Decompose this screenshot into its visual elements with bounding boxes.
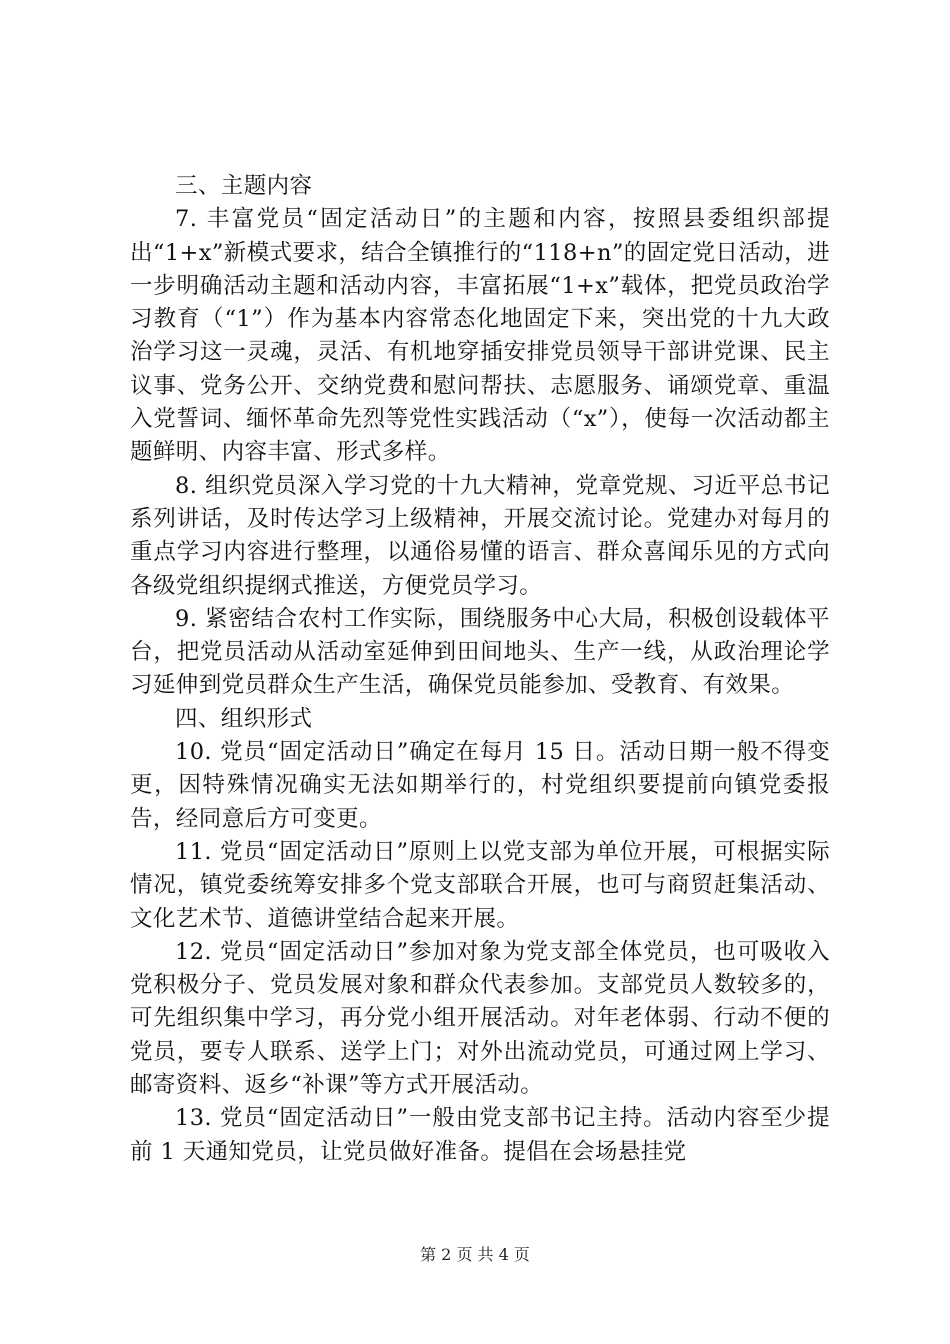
section-heading-4: 四、组织形式 <box>175 705 313 732</box>
document-body <box>130 170 830 1169</box>
paragraph-8: 8. 组织党员深入学习党的十九大精神，党章党规、习近平总书记系列讲话，及时传达学习上级精神，开展交流讨论。党建办对每月的重点学习内容进行整理，以通俗易懂的语言、群众喜闻乐见的方式向各级党组织提纲式推送，方便党员学习。 <box>130 472 830 599</box>
paragraph-10: 10. 党员“固定活动日”确定在每月 15 日。活动日期一般不得变更，因特殊情况确实无法如期举行的，村党组织要提前向镇党委报告，经同意后方可变更。 <box>130 739 830 832</box>
paragraph-9: 9. 紧密结合农村工作实际，围绕服务中心大局，积极创设载体平台，把党员活动从活动室延伸到田间地头、生产一线，从政治理论学习延伸到党员群众生产生活，确保党员能参加、受教育、有效果。 <box>130 605 830 699</box>
section-heading-3: 三、主题内容 <box>175 173 313 199</box>
paragraph-13: 13. 党员“固定活动日”一般由党支部书记主持。活动内容至少提前 1 天通知党员，让党员做好准备。提倡在会场悬挂党 <box>130 1105 830 1165</box>
paragraph-11: 11. 党员“固定活动日”原则上以党支部为单位开展，可根据实际情况，镇党委统筹安排多个党支部联合开展，也可与商贸赶集活动、文化艺术节、道德讲堂结合起来开展。 <box>130 838 830 932</box>
paragraph-12: 12. 党员“固定活动日”参加对象为党支部全体党员，也可吸收入党积极分子、党员发展对象和群众代表参加。支部党员人数较多的，可先组织集中学习，再分党小组开展活动。对年老体弱、行动不便的党员，要专人联系、送学上门；对外出流动党员，可通过网上学习、邮寄资料、返乡“补课”等方式开展活动。 <box>130 938 830 1099</box>
page-number-footer: 第 2 页 共 4 页 <box>420 1245 530 1264</box>
paragraph-7: 7. 丰富党员“固定活动日”的主题和内容，按照县委组织部提出“1+x”新模式要求，结合全镇推行的“118+n”的固定党日活动，进一步明确活动主题和活动内容，丰富拓展“1+x”载体，把党员政治学习教育（“1”）作为基本内容常态化地固定下来，突出党的十九大政治学习这一灵魂，灵活、有机地穿插安排党员领导干部讲党课、民主议事、党务公开、交纳党费和慰问帮扶、志愿服务、诵颂党章、重温入党誓词、缅怀革命先烈等党性实践活动（“x”），使每一次活动都主题鲜明、内容丰富、形式多样。 <box>130 206 830 466</box>
